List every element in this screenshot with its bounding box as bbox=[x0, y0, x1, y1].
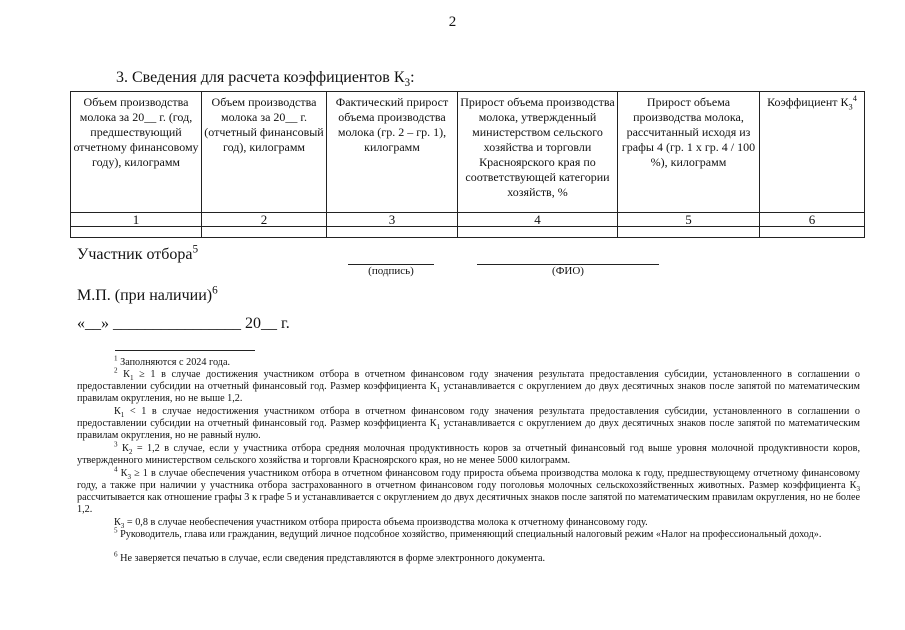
footnote-2b-sub-b: 1 bbox=[436, 423, 441, 432]
header-col-6-text: Коэффициент К bbox=[767, 95, 849, 109]
footnote-1 bbox=[77, 354, 860, 369]
footnote-4-part-c: рассчитывается как отношение графы 3 к графе 5 и устанавливается с округлением до двух десятичных знаков после запятой по математическим правилам округления, но не более 1,2. bbox=[77, 492, 860, 515]
footnote-3 bbox=[77, 440, 860, 467]
footnote-6-text: Не заверяется печатью в случае, если сведения представляются в форме электронного документа. bbox=[117, 553, 546, 564]
footnote-4b-part-b: = 0,8 в случае необеспечения участником отбора прироста объема производства молока к отчетному финансовому году. bbox=[124, 517, 648, 528]
footnote-4-second bbox=[77, 517, 860, 529]
page-number: 2 bbox=[448, 14, 457, 30]
footnote-5-mark: 5 bbox=[114, 526, 118, 535]
stamp-text: М.П. (при наличии) bbox=[77, 287, 213, 304]
footnote-2-sub-b: 1 bbox=[436, 386, 441, 395]
header-col-6-sup: 4 bbox=[852, 94, 857, 103]
footnote-3-part-b: = 1,2 в случае, если у участника отбора средняя молочная продуктивность коров за отчетный финансовый год выше уровня молочной продуктивности коров, утвержденного министерством сельского хозяйства и торговли Красноярского края, но не менее 5000 килограмм. bbox=[77, 443, 860, 466]
empty-cell bbox=[327, 227, 458, 238]
footnote-3-part-a: К bbox=[117, 443, 129, 454]
header-col-4: Прирост объема производства молока, утвержденный министерством сельского хозяйства и торговли Красноярского края по соответствующей категории хозяйств, % bbox=[458, 92, 618, 213]
footnote-4b-sub-a: 3 bbox=[120, 522, 125, 531]
header-col-5: Прирост объема производства молока, рассчитанный исходя из графы 4 (гр. 1 х гр. 4 / 100 %), килограмм bbox=[618, 92, 760, 213]
table-header-row bbox=[71, 92, 865, 213]
footnote-2b-part-c: устанавливается с округлением до двух десятичных знаков после запятой по математическим правилам округления, но не равный нулю. bbox=[77, 418, 860, 441]
footnote-4-sub-b: 3 bbox=[856, 485, 860, 494]
footnote-3-sub-a: 2 bbox=[128, 448, 133, 457]
col-number-1: 1 bbox=[71, 213, 202, 227]
header-col-1: Объем производства молока за 20__ г. (год, предшествующий отчетному финансовому году), килограмм bbox=[71, 92, 202, 213]
participant-text: Участник отбора bbox=[77, 246, 193, 263]
date-line: «__» ________________ 20__ г. bbox=[77, 315, 290, 332]
header-col-3: Фактический прирост объема производства молока (гр. 2 – гр. 1), килограмм bbox=[327, 92, 458, 213]
footnote-4-mark: 4 bbox=[114, 465, 118, 474]
footnote-3-mark: 3 bbox=[114, 440, 118, 449]
empty-cell bbox=[71, 227, 202, 238]
col-number-4: 4 bbox=[458, 213, 618, 227]
footnote-2-part-c: устанавливается с округлением до двух десятичных знаков после запятой по математическим правилам округления, но не выше 1,2. bbox=[77, 381, 860, 404]
footnote-5-text: Руководитель, глава или гражданин, ведущий личное подсобное хозяйство, применяющий специальный налоговый режим «Налог на профессиональный доход». bbox=[117, 529, 822, 540]
footnote-2-second bbox=[77, 406, 860, 442]
header-col-6 bbox=[760, 92, 865, 213]
col-number-3: 3 bbox=[327, 213, 458, 227]
footnote-4b-part-a: К bbox=[114, 517, 121, 528]
footnote-2-part-a: К bbox=[117, 369, 130, 380]
footnote-5 bbox=[77, 526, 860, 541]
calculation-table bbox=[70, 91, 865, 238]
signature-caption: (подпись) bbox=[368, 265, 414, 277]
col-number-5: 5 bbox=[618, 213, 760, 227]
participant-label bbox=[77, 243, 199, 264]
empty-cell bbox=[202, 227, 327, 238]
footnote-2-sub-a: 1 bbox=[129, 374, 134, 383]
footnote-2-part-b: ≥ 1 в случае достижения участником отбора в отчетном финансовом году значения результата предоставления субсидии, установленного в соглашении о предоставлении субсидии на отчетный финансовый год. Размер коэффициента К bbox=[77, 369, 861, 392]
stamp-label bbox=[77, 284, 218, 305]
table-number-row bbox=[71, 213, 865, 227]
table-empty-row bbox=[71, 227, 865, 238]
footnote-1-mark: 1 bbox=[114, 354, 118, 363]
section-title-text: 3. Сведения для расчета коэффициентов К bbox=[116, 69, 405, 86]
empty-cell bbox=[760, 227, 865, 238]
footnote-4-sub-a: 3 bbox=[127, 473, 132, 482]
footnote-1-text: Заполняются с 2024 года. bbox=[117, 357, 231, 368]
footnote-2b-sub-a: 1 bbox=[120, 411, 125, 420]
footnote-6-mark: 6 bbox=[114, 550, 118, 559]
footnote-4-part-b: ≥ 1 в случае обеспечения участником отбора в отчетном финансовом году прироста объема производства молока к году, предшествующему отчетному финансовому году, а также при наличии у участника отбора застрахованного в отчетном финансовом году поголовья молочных сельскохозяйственных животных. Размер коэффициента К bbox=[77, 468, 861, 491]
footnote-separator bbox=[115, 350, 255, 351]
header-col-2: Объем производства молока за 20__ г. (отчетный финансовый год), килограмм bbox=[202, 92, 327, 213]
name-caption: (ФИО) bbox=[552, 265, 584, 277]
footnote-2-mark: 2 bbox=[114, 366, 118, 375]
col-number-2: 2 bbox=[202, 213, 327, 227]
footnote-2 bbox=[77, 366, 861, 405]
section-title-sub: 3 bbox=[404, 77, 411, 90]
footnote-4-part-a: К bbox=[117, 468, 128, 479]
section-title: 3. Сведения для расчета коэффициентов $К_3$: bbox=[116, 69, 415, 90]
empty-cell bbox=[458, 227, 618, 238]
participant-sup: 5 bbox=[192, 243, 199, 256]
footnote-6 bbox=[77, 550, 860, 565]
footnote-4 bbox=[77, 465, 861, 516]
col-number-6: 6 bbox=[760, 213, 865, 227]
footnote-2b-part-b: < 1 в случае недостижения участником отбора в отчетном финансовом году значения результата предоставления субсидии, установленного в соглашении о предоставлении субсидии на отчетный финансовый год. Размер коэффициента К bbox=[77, 406, 860, 429]
stamp-sup: 6 bbox=[212, 284, 218, 297]
header-col-6-sub: 3 bbox=[848, 102, 853, 112]
footnote-2b-part-a: К bbox=[114, 406, 121, 417]
empty-cell bbox=[618, 227, 760, 238]
